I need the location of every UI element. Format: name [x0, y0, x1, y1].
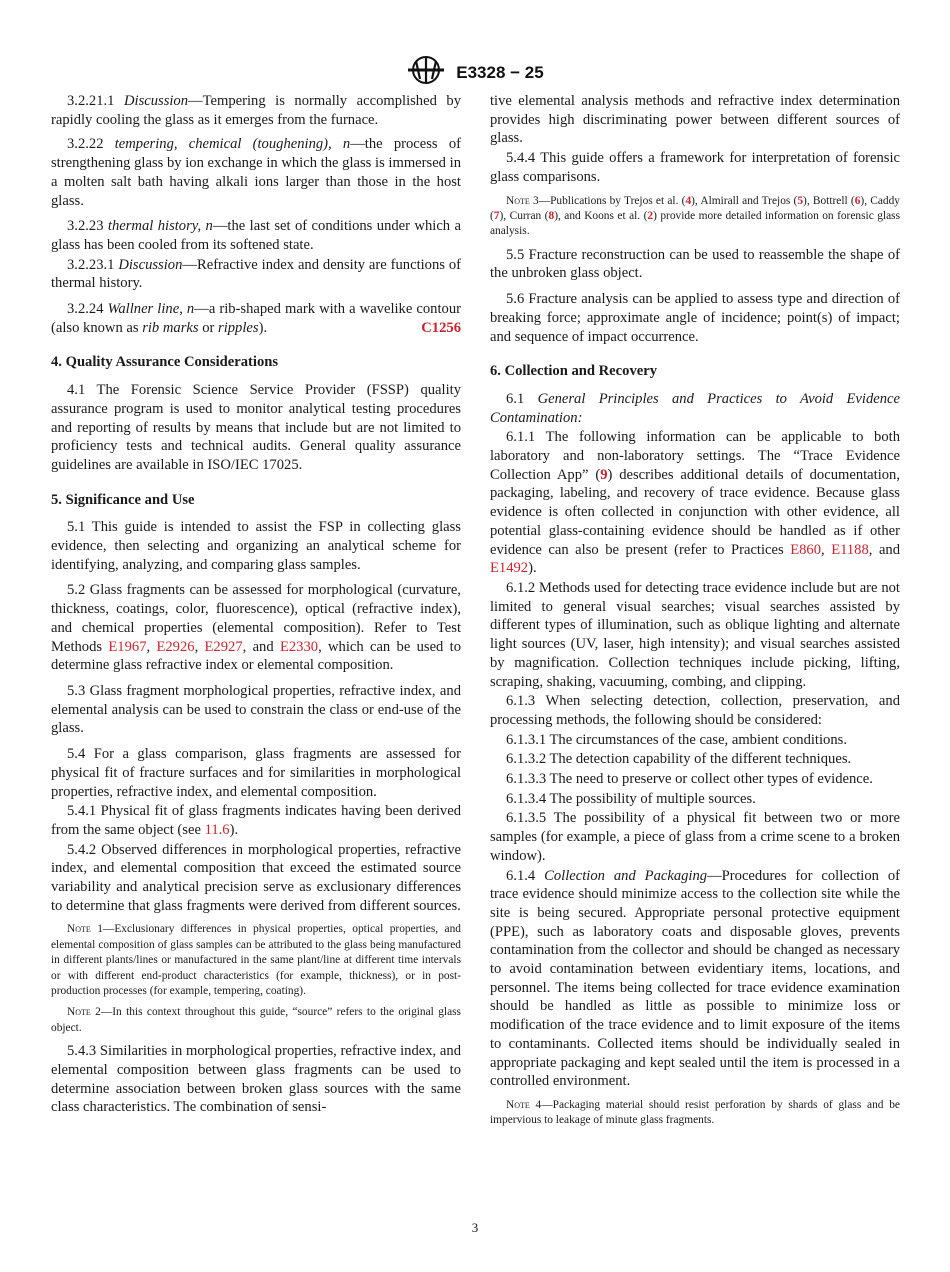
ref-link-7[interactable]: 7: [493, 209, 500, 222]
ref-link-e1492[interactable]: E1492: [490, 560, 529, 577]
paragraph-5-4-3-continued: tive elemental analysis methods and refractive index determination provides high discriminating power between different sources of glass.: [490, 93, 900, 147]
ref-link-9[interactable]: 9: [600, 466, 608, 483]
paragraph-3-2-22: 3.2.22 tempering, chemical (toughening), n—the process of strengthening glass by ion exchange in which the glass is immersed in a molten salt bath having alkali ions larger than those in the host glass.: [51, 136, 461, 209]
paragraph-6-1: 6.1 General Principles and Practices to Avoid Evidence Contamination:: [490, 390, 900, 426]
page-number: 3: [471, 1220, 479, 1235]
paragraph-5-6: 5.6 Fracture analysis can be applied to assess type and direction of breaking force; approximate angle of incidence; point(s) of impact; and sequence of impact occurrence.: [490, 291, 900, 345]
page-header: [0, 55, 950, 90]
paragraph-6-1-3: 6.1.3 When selecting detection, collection, preservation, and processing methods, the following should be considered:: [490, 693, 900, 728]
paragraph-5-3: 5.3 Glass fragment morphological properties, refractive index, and elemental analysis can be used to constrain the class or end-use of the glass.: [51, 682, 461, 737]
paragraph-4-1: 4.1 The Forensic Science Service Provider (FSSP) quality assurance program is used to monitor analytical testing procedures and reporting of results by means that include but are not limited to proficiency tests and technical audits. General quality assurance guidelines are available in ISO/IEC 17025.: [51, 382, 461, 473]
ref-link-e1188[interactable]: E1188: [831, 541, 869, 558]
paragraph-6-1-1: 6.1.1 The following information can be applicable to both laboratory and non-laboratory settings. The “Trace Evidence Collection App” (9) describes additional details of documentation, packaging, labeling, and recovery of trace evidence. Because glass evidence is often collected in conjunction with other evidence, all potential glass-containing evidence should be handled as if other evidence can also be present (refer to Practices E860, E1188, and E1492).: [490, 429, 901, 577]
astm-logo-icon: [406, 55, 446, 90]
paragraph-3-2-23-1: 3.2.23.1 Discussion—Refractive index and density are functions of thermal history.: [51, 256, 461, 292]
ref-link-e2927[interactable]: E2927: [204, 638, 243, 655]
paragraph-5-1: 5.1 This guide is intended to assist the FSP in collecting glass evidence, then selecting and organizing an analytical scheme for identifying, analyzing, and comparing glass samples.: [51, 519, 461, 573]
note-2: Note 2—In this context throughout this guide, “source” refers to the original glass object.: [51, 1006, 461, 1034]
paragraph-3-2-21-1: 3.2.21.1 Discussion—Tempering is normally accomplished by rapidly cooling the glass as it emerges from the furnace.: [51, 93, 461, 128]
paragraph-5-5: 5.5 Fracture reconstruction can be used to reassemble the shape of the unbroken glass object.: [490, 246, 900, 282]
paragraph-3-2-24: 3.2.24 Wallner line, n—a rib-shaped mark with a wavelike contour (also known as rib marks or ripples). C1256: [51, 301, 461, 336]
paragraph-3-2-23: 3.2.23 thermal history, n—the last set of conditions under which a glass has been cooled from its softened state.: [51, 218, 461, 253]
ref-link-e1967[interactable]: E1967: [108, 638, 147, 655]
paragraph-5-4-2: 5.4.2 Observed differences in morphological properties, refractive index, and elemental composition that exceed the estimated source variability and analytical precision serve as exclusionary differences to determine that glass fragments were derived from different sources.: [51, 841, 461, 914]
paragraph-6-1-3-2: 6.1.3.2 The detection capability of the different techniques.: [506, 751, 852, 768]
ref-link-4[interactable]: 4: [685, 194, 692, 207]
section-heading-5: 5. Significance and Use: [51, 491, 195, 508]
ref-link-e2330[interactable]: E2330: [279, 638, 319, 655]
ref-link-6[interactable]: 6: [854, 194, 861, 207]
paragraph-6-1-3-4: 6.1.3.4 The possibility of multiple sources.: [506, 790, 756, 807]
paragraph-5-4-3: 5.4.3 Similarities in morphological properties, refractive index, and elemental composition between glass fragments can be used to determine association between broken glass sources with the same class characteristics. The combination of sensi-: [51, 1043, 461, 1116]
ref-link-11-6[interactable]: 11.6: [204, 821, 230, 838]
ref-link-2[interactable]: 2: [647, 209, 654, 222]
paragraph-6-1-2: 6.1.2 Methods used for detecting trace evidence include but are not limited to general visual searches; visual searches assisted by different types of illumination, such as oblique lighting and alternate light sources (UV, laser, high intensity); and visual searches assisted by magnification. Collection techniques include picking, lifting, scraping, shaking, vacuuming, combing, and clipping.: [490, 579, 900, 690]
section-heading-4: 4. Quality Assurance Considerations: [51, 354, 279, 371]
ref-link-e860[interactable]: E860: [790, 541, 822, 558]
paragraph-5-2: 5.2 Glass fragments can be assessed for morphological (curvature, thickness, coatings, color, fluorescence), optical (refractive index), and chemical properties (elemental composition). Refer to Test Methods E1967, E2926, E2927, and E2330, which can be used to determine glass refractive index or elemental composition.: [51, 582, 462, 674]
ref-link-c1256[interactable]: C1256: [421, 319, 461, 336]
right-column: [490, 92, 900, 1135]
paragraph-5-4: 5.4 For a glass comparison, glass fragments are assessed for physical fit of fracture surfaces and for similarities in morphological properties, refractive index, and elemental composition.: [51, 746, 461, 800]
paragraph-5-4-4: 5.4.4 This guide offers a framework for interpretation of forensic glass comparisons.: [490, 150, 900, 185]
paragraph-6-1-3-5: 6.1.3.5 The possibility of a physical fit between two or more samples (for example, a piece of glass from a crime scene to a broken window).: [490, 810, 900, 864]
note-1: Note 1—Exclusionary differences in physical properties, optical properties, and elemental composition of glass samples can be attributed to the glass being manufactured in different plants/lines or manufactured in the same plant/line at different time intervals or with different end-product characteristics (for example, thickness), or in post-production processes (for example, tempering, coating).: [51, 923, 461, 998]
ref-link-5[interactable]: 5: [797, 194, 804, 207]
note-4: Note 4—Packaging material should resist perforation by shards of glass and be impervious to leakage of minute glass fragments.: [490, 1098, 900, 1127]
ref-link-e2926[interactable]: E2926: [156, 638, 195, 655]
paragraph-6-1-3-3: 6.1.3.3 The need to preserve or collect other types of evidence.: [506, 771, 873, 788]
section-heading-6: 6. Collection and Recovery: [490, 363, 657, 380]
paragraph-6-1-4: 6.1.4 Collection and Packaging—Procedures for collection of trace evidence should minimize access to the collection site while the site is being secured. Appropriate personal protective equipment (PPE), such as laboratory coats and disposable gloves, prevents contamination from the collector and should be changed as necessary to avoid contamination between evidentiary items, locations, and personnel. The items being collected for trace evidence examination should be handled as little as possible to minimize loss or modification of the trace evidence and to limit exposure of the items to contaminants. Collected items should be individually sealed in appropriate packaging and kept sealed until the item is processed in a controlled environment.: [490, 867, 900, 1090]
paragraph-5-4-1: 5.4.1 Physical fit of glass fragments indicates having been derived from the same object (see 11.6).: [51, 803, 461, 838]
left-column: [51, 92, 461, 1124]
paragraph-6-1-3-1: 6.1.3.1 The circumstances of the case, ambient conditions.: [506, 731, 847, 748]
note-3: Note 3—Publications by Trejos et al. (4), Almirall and Trejos (5), Bottrell (6), Caddy (7), Curran (8), and Koons et al. (2) provide more detailed information on forensic glass analysis.: [490, 194, 900, 238]
document-number: E3328 − 25: [456, 62, 544, 82]
ref-link-8[interactable]: 8: [548, 209, 555, 222]
